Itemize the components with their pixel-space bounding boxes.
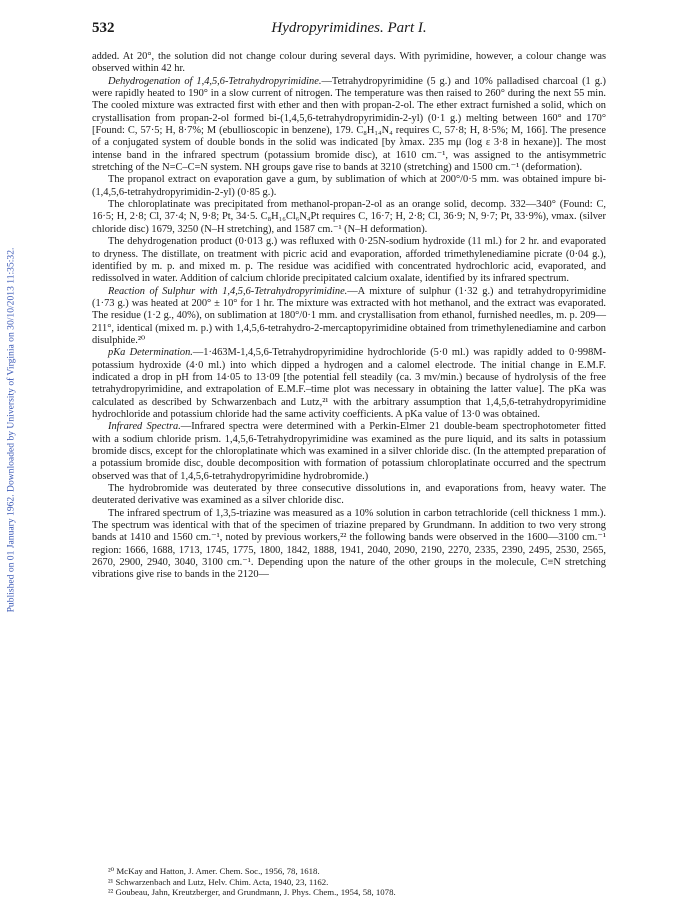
download-watermark — [4, 152, 18, 707]
article-body — [92, 51, 606, 582]
paragraph-infrared-text: —Infrared spectra were determined with a Perkin-Elmer 21 double-beam spectrophotometer fitted with a sodium chloride prism. 1,4,5,6-Tetrahydropyrimidine was examined as the pure liquid, and its salts in potassium bromide discs, except for the chloroplatinate which was examined in a silver chloride disc. (In the attempted preparation of a potassium bromide disc, double decomposition with formation of potassium chloroplatinate occurred and the spectrum observed was that of 1,4,5,6-tetrahydropyrimidine hydrobromide.) — [92, 421, 606, 482]
running-title: Hydropyrimidines. Part I. — [271, 20, 427, 36]
footnotes — [92, 866, 606, 898]
section-heading-sulphur: Reaction of Sulphur with 1,4,5,6-Tetrahydropyrimidine. — [108, 285, 348, 297]
footnote-21: ²¹ Schwarzenbach and Lutz, Helv. Chim. Acta, 1940, 23, 1162. — [108, 876, 329, 887]
page-number: 532 — [92, 20, 115, 36]
paragraph-sulphur-reaction — [92, 286, 606, 348]
section-heading-infrared: Infrared Spectra. — [108, 421, 181, 433]
paragraph-sulphur-text: —A mixture of sulphur (1·32 g.) and tetrahydropyrimidine (1·73 g.) was heated at 200° ± 10° for 1 hr. The mixture was extracted with hot methanol, and the extract was evaporated. The residue (1·2 g., 40%), on sublimation at 180°/0·1 mm. and crystallisation from ethanol, furnished needles, m. p. 209—211°, identical (mixed m. p.) with 1,4,5,6-tetrahydro-2-mercaptopyrimidine obtained from trimethylenediamine and carbon disulphide.²⁰ — [92, 285, 606, 346]
download-watermark-text: Published on 01 January 1962. Downloaded by University of Virginia on 30/10/2013 11:35:32. — [5, 247, 17, 612]
paragraph-dehydrogenation-product: The dehydrogenation product (0·013 g.) was refluxed with 0·25N-sodium hydroxide (11 ml.) for 2 hr. and evaporated to dryness. The distillate, on treatment with picric acid and evaporation, afforded trimethylenediamine picrate (0·04 g.), identified by m. p. and mixed m. p. The residue was acidified with concentrated hydrochloric acid, evaporated, and redissolved in water. Addition of calcium chloride precipitated calcium oxalate, identified by its infrared spectrum. — [92, 236, 606, 285]
section-heading-dehydrogenation: Dehydrogenation of 1,4,5,6-Tetrahydropyrimidine. — [108, 75, 322, 87]
paragraph-dehydrogenation — [92, 76, 606, 175]
page-header — [92, 20, 606, 42]
paragraph-continuation: added. At 20°, the solution did not change colour during several days. With pyrimidine, however, a colour change was observed within 42 hr. — [92, 51, 606, 75]
paragraph-dehydrogenation-text: —Tetrahydropyrimidine (5 g.) and 10% palladised charcoal (1 g.) were rapidly heated to 190° in a slow current of nitrogen. The temperature was then raised to 260° during the next 55 min. The cooled mixture was extracted first with ether and then with propan-2-ol. The ether extract furnished a solid, which on crystallisation from propan-2-ol formed bi-(1,4,5,6-tetrahydropyrimidin-2-yl) (0·1 g.) melting between 160° and 170° [Found: C, 57·5; H, 8·7%; M (ebullioscopic in benzene), 179. C₈H₁₄N₄ requires C, 57·8; H, 8·5%; M, 166]. The presence of a conjugated system of double bonds in the solid was indicated [by λmax. 235 mμ (log ε 3·8 in hexane)]. The most intense band in the infrared spectrum (potassium bromide disc), at 1610 cm.⁻¹, was assigned to the antisymmetric stretching of the N=C–C=N system. NH groups gave rise to bands at 3210 (stretching) and 1500 cm.⁻¹ (deformation). — [92, 75, 606, 174]
paragraph-chloroplatinate: The chloroplatinate was precipitated from methanol-propan-2-ol as an orange solid, decomp. 332—340° (Found: C, 16·5; H, 2·8; Cl, 37·4; N, 9·8; Pt, 34·5. C₈H₁₆Cl₆N₄Pt requires C, 16·7; H, 2·8; Cl, 36·9; N, 9·7; Pt, 33·9%), νmax. (silver chloride disc) 1679, 3250 (N–H stretching), and 1587 cm.⁻¹ (N–H deformation). — [92, 199, 606, 235]
paragraph-deuteration: The hydrobromide was deuterated by three consecutive dissolutions in, and evaporations from, heavy water. The deuterated derivative was examined as a silver chloride disc. — [92, 483, 606, 507]
paragraph-pka-text: —1·463M-1,4,5,6-Tetrahydropyrimidine hydrochloride (5·0 ml.) was rapidly added to 0·998M-potassium hydroxide (4·0 ml.) into which dipped a hydrogen and a calomel electrode. The initial change in E.M.F. indicated a drop in pH from 14·05 to 13·09 [the potential fell steadily (ca. 3 mv/min.) because of hydrolysis of the free tetrahydropyrimidine, and extrapolation of E.M.F.–time plot was necessary in obtaining the latter value]. The pKa was calculated as described by Schwarzenbach and Lutz,²¹ with the arbitrary assumption that 1,4,5,6-tetrahydropyrimidine hydrochloride and potassium chloride had the same activity coefficients. A pKa value of 13·0 was obtained. — [92, 347, 606, 420]
section-heading-pka: pKa Determination. — [108, 347, 193, 359]
paragraph-infrared — [92, 421, 606, 483]
footnote-22: ²² Goubeau, Jahn, Kreutzberger, and Grundmann, J. Phys. Chem., 1954, 58, 1078. — [108, 887, 396, 898]
paragraph-propanol-extract: The propanol extract on evaporation gave a gum, by sublimation of which at 200°/0·5 mm. was obtained impure bi-(1,4,5,6-tetrahydropyrimidin-2-yl) (0·85 g.). — [92, 174, 606, 198]
paragraph-pka — [92, 347, 606, 421]
footnote-20: ²⁰ McKay and Hatton, J. Amer. Chem. Soc., 1956, 78, 1618. — [108, 866, 320, 876]
paragraph-triazine: The infrared spectrum of 1,3,5-triazine was measured as a 10% solution in carbon tetrachloride (cell thickness 1 mm.). The spectrum was identical with that of the specimen of triazine prepared by Grundmann. In addition to two very strong bands at 1410 and 1560 cm.⁻¹, noted by previous workers,²² the following bands were observed in the 1600—3100 cm.⁻¹ region: 1666, 1688, 1713, 1745, 1775, 1800, 1842, 1888, 1941, 2040, 2090, 2190, 2270, 2335, 2390, 2495, 2530, 2565, 2670, 2900, 2940, 3040, 3100 cm.⁻¹. Depending upon the nature of the other groups in the molecule, C≡N stretching vibrations give rise to bands in the 2120— — [92, 507, 606, 581]
